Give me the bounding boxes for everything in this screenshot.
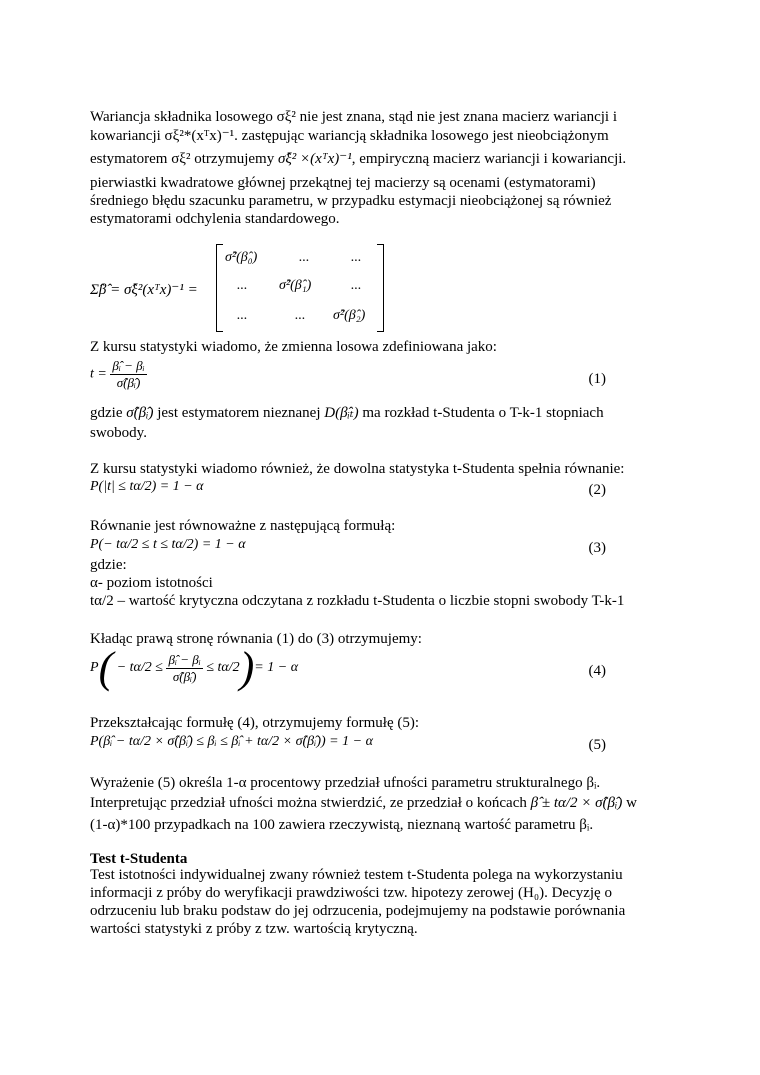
sec6-line1: Wyrażenie (5) określa 1-α procentowy przedział ufności parametru strukturalnego βᵢ. [90,775,601,791]
sec4-numerator: β̂ᵢ − βᵢ [168,651,201,667]
where-a: gdzie [90,405,123,421]
where-b: jest estymatorem nieznanej [157,405,321,421]
equation-number-5: (5) [588,737,606,753]
sec1-where-cont: swobody. [90,425,147,441]
matrix-cell-5: ... [351,278,362,293]
para1-line1: Wariancja składnika losowego σξ² nie jest znana, stąd nie jest znana macierz wariancji i [90,109,618,125]
sec6-line2-start: Interpretując przedział ufności można stwierdzić, ze przedział o końcach [90,795,527,811]
sec7-line3: odrzuceniu lub braku podstaw do jej odrzucenia, podejmujemy na podstawie porównania [90,903,626,919]
sec3-intro: Równanie jest równoważne z następującą formułą: [90,518,396,534]
sec5-formula: P(β̂ᵢ − tα/2 × σ̂(β̂ᵢ) ≤ βᵢ ≤ β̂ᵢ + tα/2 × σ̂(β̂ᵢ)) = 1 − α [90,734,373,749]
sec6-line2-formula: β̂ ± tα/2 × σ̂(β̂ᵢ) [530,795,623,811]
sec4-p: P [90,660,99,676]
matrix-cell-8: σ̂²(β̂₂) [333,308,366,323]
sec7-line1: Test istotności indywidualnej zwany również testem t-Studenta polega na wykorzystaniu [90,867,623,883]
sec4-intro: Kładąc prawą stronę równania (1) do (3) otrzymujemy: [90,631,422,647]
matrix-cell-7: ... [295,308,306,323]
where-formula-1: σ̂(β̂ᵢ) [126,405,154,421]
sec4-left: − tα/2 ≤ [116,660,163,676]
matrix-eq-lhs: Σ̂β̂ = σ̂ξ²(xᵀx)⁻¹ = [90,282,198,298]
para1-line3-formula: σ̂ξ² ×(xᵀx)⁻¹ [277,151,352,167]
sec4-formula [90,643,299,696]
matrix-cell-1: ... [299,250,310,265]
sec4-denominator: σ̂(β̂ᵢ) [172,668,197,684]
sec5-intro: Przekształcając formułę (4), otrzymujemy formułę (5): [90,715,420,731]
para1-line3-end: , empiryczną macierz wariancji i kowariancji. [351,151,627,167]
sec6-line2 [90,794,637,812]
equation-number-1: (1) [588,371,606,387]
t-lhs: t = [90,366,107,382]
where-formula-2: D(β̂ᵢₜ) [324,405,359,421]
para1-line5: średniego błędu szacunku parametru, w przypadku estymacji nieobciążonej są również [90,193,612,209]
matrix-cell-3: ... [237,278,248,293]
sec3-formula: P(− tα/2 ≤ t ≤ tα/2) = 1 − α [90,537,246,552]
matrix-cell-2: ... [351,250,362,265]
sec4-rhs: = 1 − α [254,660,299,676]
sec4-fraction [166,652,202,685]
t-numerator: β̂ᵢ − βᵢ [112,358,145,373]
sec4-paren-open: ( [98,643,114,692]
sec3-talpha-def: tα/2 – wartość krytyczna odczytana z rozkładu t-Studenta o liczbie stopni swobody T-k-1 [90,593,625,609]
sec4-paren-close: ) [239,643,255,692]
para1-line2: kowariancji σξ²*(xᵀx)⁻¹. zastępując wariancją składnika losowego jest nieobciążonym [90,128,609,144]
sec6-line2-end: w [626,795,637,811]
sec1-intro: Z kursu statystyki wiadomo, że zmienna losowa zdefiniowana jako: [90,339,497,355]
sec7-line2: informacji z próby do weryfikacji prawdziwości tzw. hipotezy zerowej (H₀). Decyzję o [90,885,612,901]
equation-number-3: (3) [588,540,606,556]
sec4-right: ≤ tα/2 [206,660,240,676]
sec3-gdzie: gdzie: [90,557,127,573]
t-statistic-formula [90,358,147,391]
sec7-line4: wartości statystyki z próby z tzw. wartością krytyczną. [90,921,418,937]
t-denominator: σ̂(β̂ᵢ) [116,375,141,390]
para1-line3-start: estymatorem σξ² otrzymujemy [90,151,275,167]
equation-number-2: (2) [588,482,606,498]
sec2-formula: P(|t| ≤ tα/2) = 1 − α [90,479,204,494]
where-c: ma rozkład t-Studenta o T-k-1 stopniach [362,405,604,421]
sec1-where-line [90,404,604,422]
para1-line4: pierwiastki kwadratowe głównej przekątnej tej macierzy są ocenami (estymatorami) [90,175,596,191]
para1-line3 [90,150,626,168]
matrix-cell-0: σ̂²(β̂₀) [225,250,258,265]
para1-line6: estymatorami odchylenia standardowego. [90,211,340,227]
covariance-matrix [216,244,384,332]
matrix-cell-6: ... [237,308,248,323]
t-fraction [110,358,146,391]
section-heading: Test t-Studenta [90,851,188,867]
sec3-alpha-def: α- poziom istotności [90,575,213,591]
equation-number-4: (4) [588,663,606,679]
matrix-cell-4: σ̂²(β̂₁) [279,278,312,293]
sec2-intro: Z kursu statystyki wiadomo również, że dowolna statystyka t-Studenta spełnia równanie: [90,461,625,477]
sec6-line3: (1-α)*100 przypadkach na 100 zawiera rzeczywistą, nieznaną wartość parametru βᵢ. [90,817,594,833]
